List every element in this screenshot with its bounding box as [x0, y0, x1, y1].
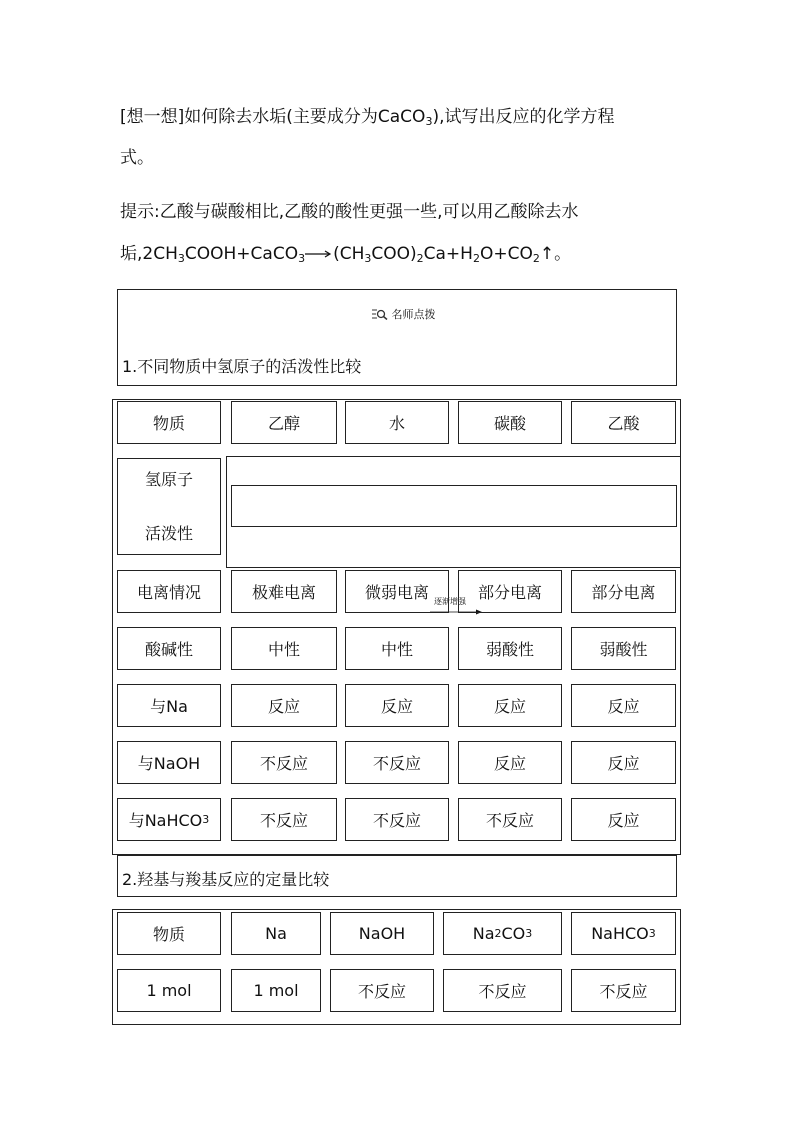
table1-cell: 反应 [571, 741, 676, 784]
magnifier-icon [371, 308, 389, 320]
table2-cell: 不反应 [443, 969, 562, 1012]
table1-row-acidity-label: 酸碱性 [117, 627, 221, 670]
table1-cell: 弱酸性 [571, 627, 676, 670]
table1-cell: 部分电离 [571, 570, 676, 613]
tip-badge: 名师点拨 [358, 306, 448, 322]
table2-cell: 1 mol [117, 969, 221, 1012]
table2-header-substance: 物质 [117, 912, 221, 955]
table1-header-substance: 物质 [117, 401, 221, 444]
table1-header-carbonic-acid: 碳酸 [458, 401, 562, 444]
think-line-2: 式。 [120, 148, 154, 168]
reaction-arrow-icon [305, 249, 333, 259]
table1-cell: 微弱电离 [345, 570, 449, 613]
table2-cell: 1 mol [231, 969, 321, 1012]
table1-cell: 不反应 [231, 798, 337, 841]
table2-cell: 不反应 [330, 969, 434, 1012]
table2-header-na: Na [231, 912, 321, 955]
table1-row-naoh-label: 与NaOH [117, 741, 221, 784]
section-title-1: 1.不同物质中氢原子的活泼性比较 [122, 357, 362, 376]
hint-line-1: 提示:乙酸与碳酸相比,乙酸的酸性更强一些,可以用乙酸除去水 [120, 202, 579, 222]
table1-cell: 反应 [571, 684, 676, 727]
table1-cell: 不反应 [458, 798, 562, 841]
table1-row-ionization-label: 电离情况 [117, 570, 221, 613]
table1-cell: 反应 [231, 684, 337, 727]
table1-h-activity-label: 氢原子 活泼性 [117, 458, 221, 555]
table1-cell: 反应 [458, 741, 562, 784]
table1-cell: 不反应 [231, 741, 337, 784]
table2-header-nahco3: NaHCO 3 [571, 912, 676, 955]
table1-cell: 反应 [345, 684, 449, 727]
table1-row-nahco3-label: 与NaHCO 3 [117, 798, 221, 841]
table1-cell: 中性 [345, 627, 449, 670]
hint-line-2: 垢$,2CH_3COOH+CaCO_3$ $(CH_3COO)_2Ca+H_2O+CO_2↑$。 [120, 244, 572, 265]
table1-cell: 弱酸性 [458, 627, 562, 670]
table1-cell: 反应 [571, 798, 676, 841]
table1-cell: 极难电离 [231, 570, 337, 613]
table1-cell: 中性 [231, 627, 337, 670]
table1-cell: 部分电离 [458, 570, 562, 613]
table2-header-naoh: NaOH [330, 912, 434, 955]
table1-row-na-label: 与Na [117, 684, 221, 727]
tip-box [117, 289, 677, 386]
table2-cell: 不反应 [571, 969, 676, 1012]
table1-header-ethanol: 乙醇 [231, 401, 337, 444]
section-title-2: 2.羟基与羧基反应的定量比较 [122, 870, 330, 889]
table1-header-acetic-acid: 乙酸 [571, 401, 676, 444]
table1-cell: 不反应 [345, 798, 449, 841]
table2-header-na2co3: Na 2 CO 3 [443, 912, 562, 955]
table1-cell: 不反应 [345, 741, 449, 784]
table1-header-water: 水 [345, 401, 449, 444]
trend-indicator: 逐渐增强 [430, 596, 482, 615]
section-box-2 [117, 855, 677, 897]
think-line-1: [想一想]如何除去水垢(主要成分为CaCO$_3$),试写出反应的化学方程 [120, 107, 615, 128]
table1-cell: 反应 [458, 684, 562, 727]
